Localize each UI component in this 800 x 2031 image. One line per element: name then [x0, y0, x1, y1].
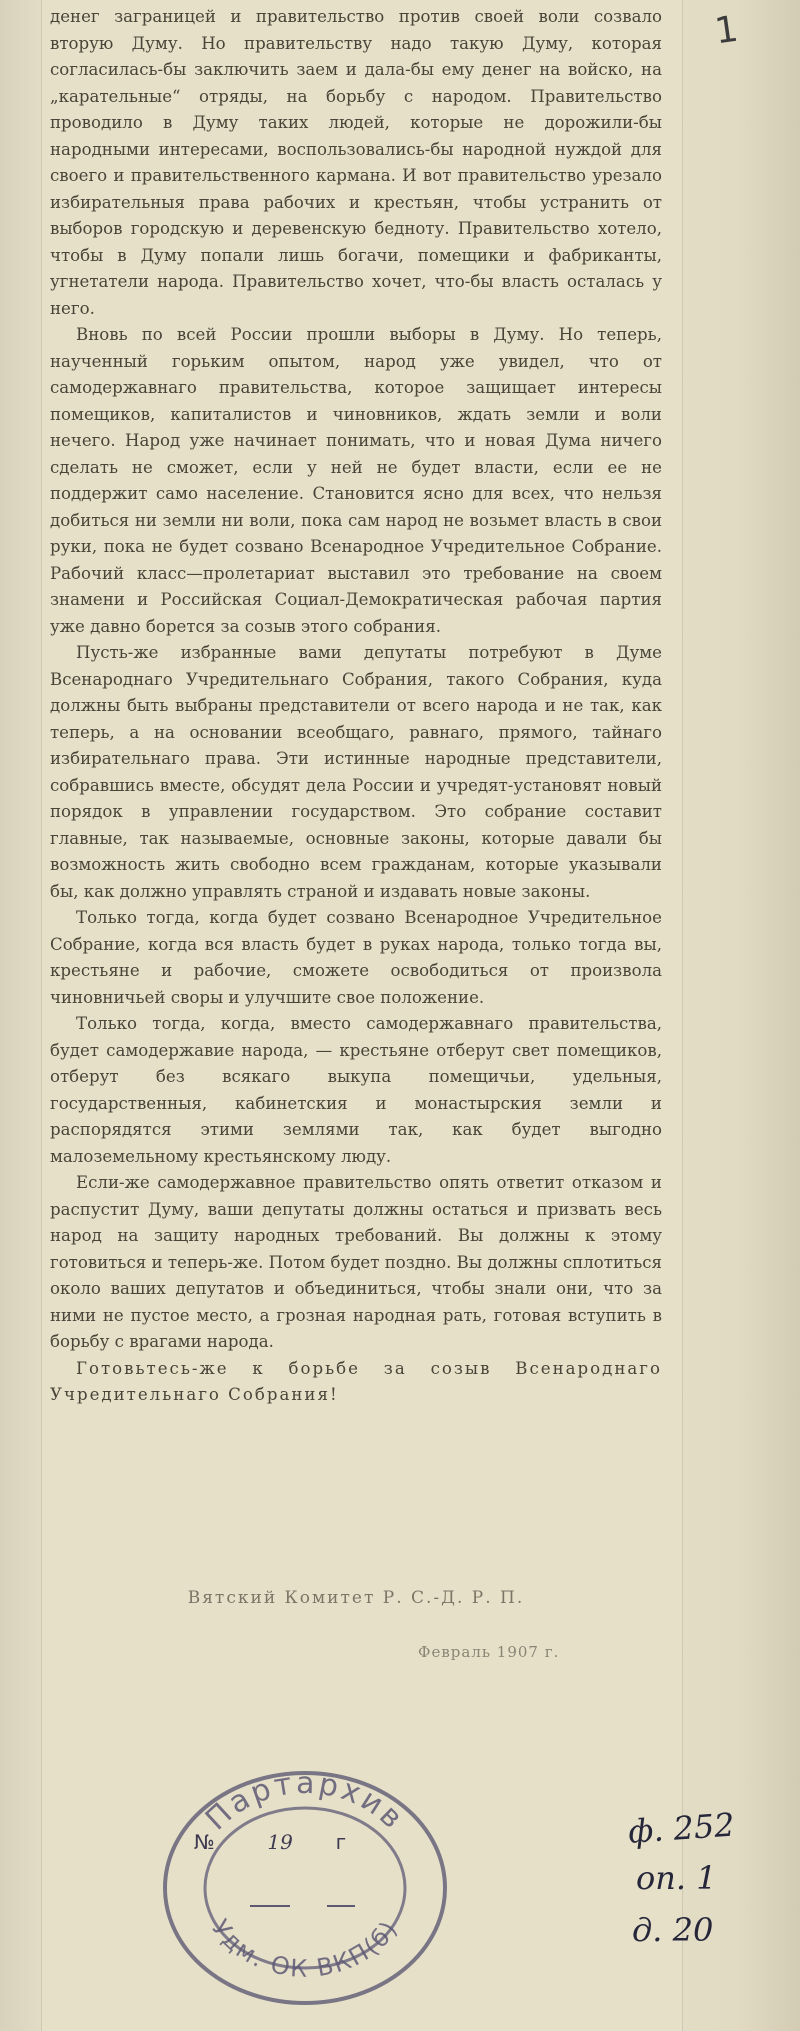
stamp-title: Партархив	[198, 1765, 412, 1838]
stamp-number-value: 19	[267, 1830, 293, 1854]
paragraph-2: Вновь по всей России прошли выборы в Думу. Но теперь, наученный горьким опытом, народ уже увидел, что от самодержавнаго правительства, которое защищает интересы помещиков, капиталистов и чиновников, ждать земли и воли нечего. Народ уже начинает понимать, что и новая Дума ничего сделать не сможет, если у ней не будет власти, если ее не поддержит само население. Становится ясно для всех, что нельзя добиться ни земли ни воли, пока сам народ не возьмет власть в свои руки, пока не будет созвано Всенародное Учредительное Собрание. Рабочий класс—пролетариат выставил это требование на своем знамени и Российская Социал-Демократическая рабочая партия уже давно борется за созыв этого собрания.	[50, 325, 662, 636]
stamp-number-row	[180, 1830, 360, 1854]
leaflet-text	[50, 4, 662, 1734]
stamp-number-prefix: №	[193, 1830, 215, 1854]
archive-reference	[628, 1800, 798, 1956]
stamp-bottom-text: Удм. ОК ВКП(б)	[206, 1914, 404, 1983]
paragraph-5: Только тогда, когда, вместо самодержавнаго правительства, будет самодержавие народа, — крестьяне отберут свет помещиков, отберут без всякаго выкупа помещичьи, удельныя, государственныя, кабинетския и монастырския земли и распорядятся этими землями так, как будет выгодно малоземельному крестьянскому люду.	[50, 1014, 662, 1166]
leaflet-date: Февраль 1907 г.	[418, 1643, 560, 1661]
paragraph-4: Только тогда, когда будет созвано Всенародное Учредительное Собрание, когда вся власть будет в руках народа, только тогда вы, крестьяне и рабочие, сможете освободиться от произвола чиновничьей своры и улучшите свое положение.	[50, 908, 662, 1007]
paragraph-3: Пусть-же избранные вами депутаты потребуют в Думе Всенароднаго Учредительнаго Собрания, такого Собрания, куда должны быть выбраны представители от всего народа и не так, как теперь, а на основании всеобщаго, равнаго, прямого, тайнаго избирательнаго права. Эти истинные народные представители, собравшись вместе, обсудят дела России и учредят-установят новый порядок в управлении государством. Это собрание составит главные, так называемые, основные законы, которые давали бы возможность жить свободно всем гражданам, которые указывали бы, как должно управлять страной и издавать новые законы.	[50, 643, 662, 901]
archive-fond: ф. 252	[626, 1805, 736, 1851]
committee-signature: Вятский Комитет Р. С.-Д. Р. П.	[187, 1588, 525, 1608]
page-number-handwritten: 1	[712, 8, 741, 53]
stamp-number-suffix: г	[335, 1830, 347, 1854]
archive-stamp	[155, 1758, 455, 2008]
paragraph-6: Если-же самодержавное правительство опять ответит отказом и распустит Думу, ваши депутаты должны остаться и призвать весь народ на защиту народных требований. Вы должны к этому готовиться и теперь-же. Потом будет поздно. Вы должны сплотиться около ваших депутатов и объединиться, чтобы знали они, что за ними не пустое место, а грозная народная рать, готовая вступить в борьбу с врагами народа.	[50, 1173, 662, 1351]
paragraph-7-call: Готовьтесь-же к борьбе за созыв Всенароднаго Учредительнаго Собрания!	[50, 1358, 662, 1404]
paragraph-1: денег заграницей и правительство против своей воли созвало вторую Думу. Но правительству надо такую Думу, которая согласилась-бы заключить заем и дала-бы ему денег на войско, на „карательные“ отряды, на борьбу с народом. Правительство проводило в Думу таких людей, которые не дорожили-бы народными интересами, воспользовались-бы народной нуждой для своего и правительственного кармана. И вот правительство урезало избирательныя права рабочих и крестьян, чтобы устранить от выборов городскую и деревенскую бедноту. Правительство хотело, чтобы в Думу попали лишь богачи, помещики и фабриканты, угнетатели народа. Правительство хочет, что-бы власть осталась у него.	[50, 7, 662, 318]
archive-opis: оп. 1	[636, 1859, 717, 1897]
archive-delo: д. 20	[632, 1911, 714, 1949]
